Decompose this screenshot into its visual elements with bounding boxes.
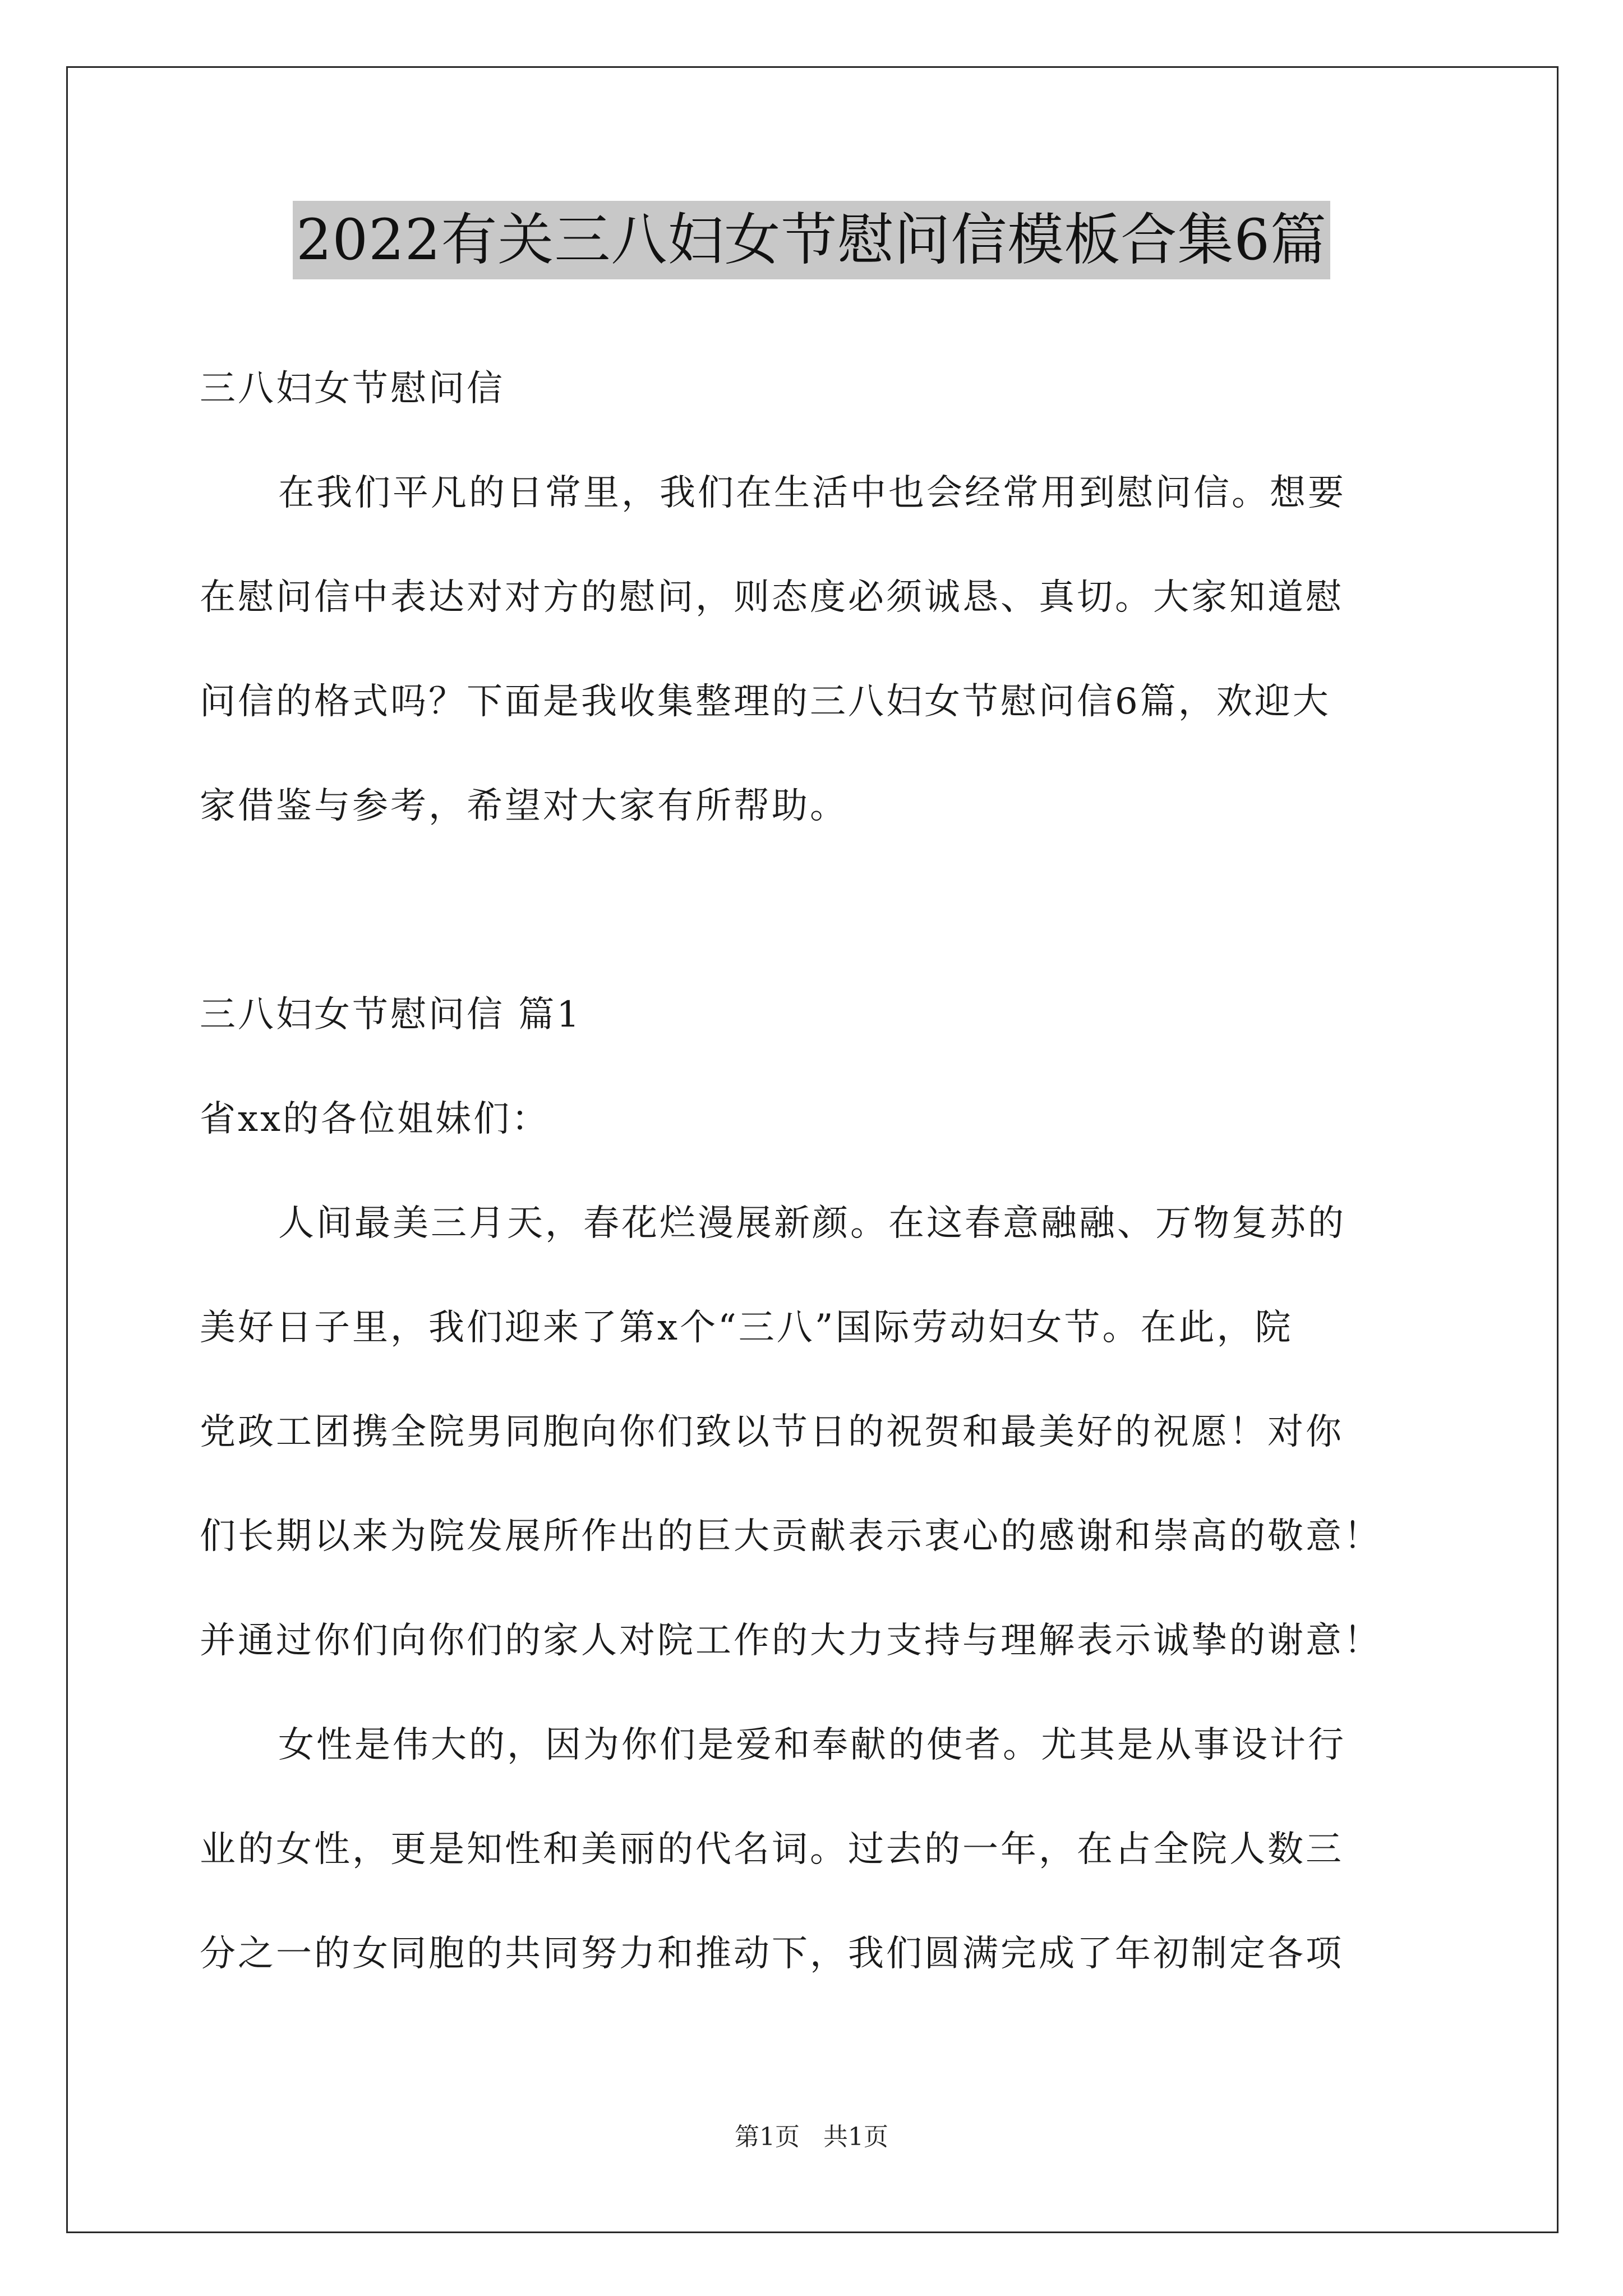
section-heading: 三八妇女节慰问信 [200,368,505,409]
salutation: 省xx的各位姐妹们： [200,1098,550,1140]
paragraph-line: 并通过你们向你们的家人对院工作的大力支持与理解表示诚挚的谢意！ [200,1620,1382,1662]
paragraph-line: 人间最美三月天，春花烂漫展新颜。在这春意融融、万物复苏的 [278,1203,1346,1244]
paragraph-line: 美好日子里，我们迎来了第x个“三八”国际劳动妇女节。在此，院 [200,1307,1293,1349]
page-total: 共1页 [823,2123,888,2151]
title-wrap [0,201,1623,279]
paragraph-line: 业的女性，更是知性和美丽的代名词。过去的一年，在占全院人数三 [200,1829,1344,1870]
paragraph-line: 在我们平凡的日常里，我们在生活中也会经常用到慰问信。想要 [278,472,1346,514]
page-number: 第1页 [735,2123,800,2151]
paragraph-line: 们长期以来为院发展所作出的巨大贡献表示衷心的感谢和崇高的敬意！ [200,1516,1382,1557]
paragraph-line: 女性是伟大的，因为你们是爱和奉献的使者。尤其是从事设计行 [278,1724,1346,1766]
spacer [200,858,1433,963]
paragraph-line: 党政工团携全院男同胞向你们致以节日的祝贺和最美好的祝愿！对你 [200,1411,1344,1453]
document-body [200,337,1433,2006]
paragraph-line: 问信的格式吗？下面是我收集整理的三八妇女节慰问信6篇，欢迎大 [200,681,1331,723]
page-footer [0,2120,1623,2154]
paragraph-line: 分之一的女同胞的共同努力和推动下，我们圆满完成了年初制定各项 [200,1933,1344,1975]
paragraph-line: 家借鉴与参考，希望对大家有所帮助。 [200,785,848,827]
document-title: 2022有关三八妇女节慰问信模板合集6篇 [293,201,1330,279]
section-heading: 三八妇女节慰问信 篇1 [200,994,582,1036]
paragraph-line: 在慰问信中表达对对方的慰问，则态度必须诚恳、真切。大家知道慰 [200,577,1344,618]
